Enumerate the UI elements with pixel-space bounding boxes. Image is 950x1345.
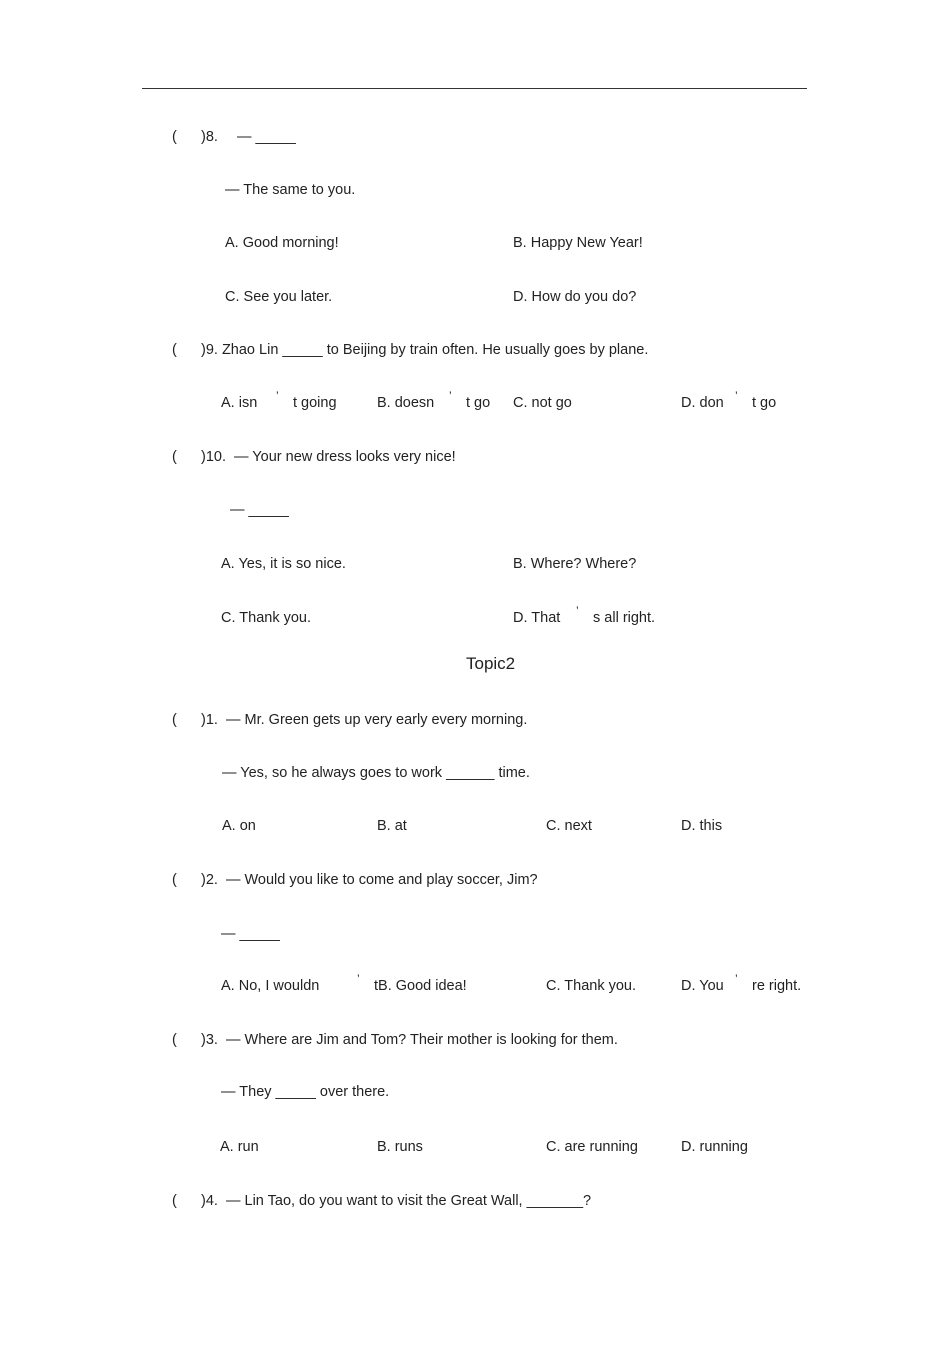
t2q1-option-d: D. this bbox=[681, 818, 723, 834]
t2q2-option-d-part1: D. You bbox=[681, 978, 724, 994]
q9-option-b-part2: t go bbox=[466, 395, 491, 411]
q9-option-b-part1: B. doesn bbox=[377, 395, 435, 411]
q9-option-c: C. not go bbox=[513, 395, 572, 411]
q8-number: )8. bbox=[201, 129, 218, 145]
t2q2-reply: — _____ bbox=[221, 926, 280, 942]
t2q3-option-d: D. running bbox=[681, 1139, 748, 1155]
q10-option-d-part1: D. That bbox=[513, 610, 561, 626]
t2q3-option-a: A. run bbox=[220, 1139, 259, 1155]
t2q2-option-a-part2: tB. Good idea! bbox=[374, 978, 467, 994]
t2q1-reply: — Yes, so he always goes to work ______ time. bbox=[222, 765, 530, 781]
t2q1-option-b: B. at bbox=[377, 818, 407, 834]
t2q1-paren: ( bbox=[172, 712, 177, 728]
t2q4-stem: )4. — Lin Tao, do you want to visit the Great Wall, _______? bbox=[201, 1193, 592, 1209]
t2q3-reply: — They _____ over there. bbox=[221, 1084, 390, 1100]
t2q2-option-d-apostrophe: ’ bbox=[735, 972, 738, 986]
q9-option-a-part1: A. isn bbox=[221, 395, 258, 411]
t2q1-stem: )1. — Mr. Green gets up very early every morning. bbox=[201, 712, 528, 728]
q10-option-a: A. Yes, it is so nice. bbox=[221, 556, 346, 572]
q10-option-d-part2: s all right. bbox=[593, 610, 656, 626]
t2q4-paren: ( bbox=[172, 1193, 177, 1209]
q8-option-c: C. See you later. bbox=[225, 289, 333, 305]
q8-option-d: D. How do you do? bbox=[513, 289, 637, 305]
q9-option-d-part1: D. don bbox=[681, 395, 724, 411]
t2q2-option-d-part2: re right. bbox=[752, 978, 802, 994]
q8-paren: ( bbox=[172, 129, 177, 145]
t2q3-option-c: C. are running bbox=[546, 1139, 638, 1155]
q8-option-a: A. Good morning! bbox=[225, 235, 339, 251]
header-rule bbox=[142, 88, 807, 89]
q8-prompt: — _____ bbox=[237, 129, 296, 145]
q9-option-d-apostrophe: ’ bbox=[735, 389, 738, 403]
q10-option-b: B. Where? Where? bbox=[513, 556, 637, 572]
q9-paren: ( bbox=[172, 342, 177, 358]
q8-reply: — The same to you. bbox=[225, 182, 356, 198]
q10-paren: ( bbox=[172, 449, 177, 465]
t2q2-option-a-part1: A. No, I wouldn bbox=[221, 978, 320, 994]
t2q3-stem: )3. — Where are Jim and Tom? Their mother is looking for them. bbox=[201, 1032, 618, 1048]
t2q2-option-c: C. Thank you. bbox=[546, 978, 637, 994]
t2q3-paren: ( bbox=[172, 1032, 177, 1048]
t2q2-paren: ( bbox=[172, 872, 177, 888]
t2q1-option-a: A. on bbox=[222, 818, 256, 834]
topic-heading: Topic2 bbox=[466, 654, 516, 673]
q10-option-c: C. Thank you. bbox=[221, 610, 312, 626]
q8-option-b: B. Happy New Year! bbox=[513, 235, 643, 251]
t2q2-stem: )2. — Would you like to come and play soccer, Jim? bbox=[201, 872, 538, 888]
t2q2-option-a-apostrophe: ’ bbox=[357, 972, 360, 986]
q9-option-a-part2: t going bbox=[293, 395, 337, 411]
q9-option-d-part2: t go bbox=[752, 395, 777, 411]
q9-option-b-apostrophe: ’ bbox=[449, 389, 452, 403]
q9-stem: )9. Zhao Lin _____ to Beijing by train often. He usually goes by plane. bbox=[201, 342, 649, 358]
t2q3-option-b: B. runs bbox=[377, 1139, 423, 1155]
q10-reply: — _____ bbox=[230, 502, 289, 518]
t2q1-option-c: C. next bbox=[546, 818, 592, 834]
q10-stem: )10. — Your new dress looks very nice! bbox=[201, 449, 456, 465]
q10-option-d-apostrophe: ’ bbox=[576, 604, 579, 618]
q9-option-a-apostrophe: ’ bbox=[276, 389, 279, 403]
